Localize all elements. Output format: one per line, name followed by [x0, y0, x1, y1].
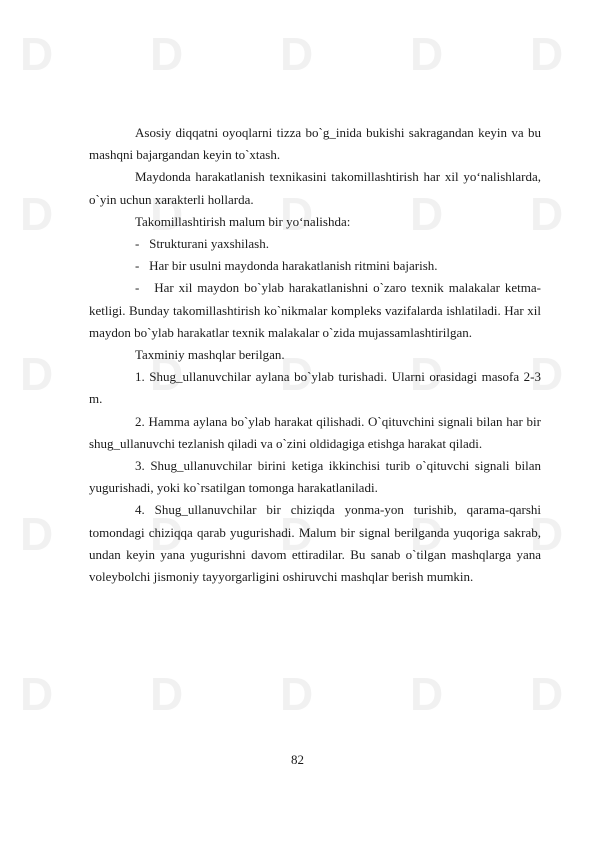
svg-text:D: D: [280, 668, 314, 720]
svg-text:D: D: [410, 508, 444, 560]
bullet-item: [89, 233, 541, 255]
svg-text:D: D: [530, 668, 564, 720]
exercise-item: 2. Hamma aylana bo`ylab harakat qilishadi. O`qituvchini signali bilan har bir shug_ullanuvchi tezlanish qiladi va o`zini oldidagiga etishga harakat qiladi.: [89, 413, 541, 451]
svg-text:D: D: [20, 188, 54, 240]
exercises-intro: Taxminiy mashqlar berilgan.: [135, 347, 285, 363]
svg-text:D: D: [150, 508, 184, 560]
svg-text:D: D: [280, 508, 314, 560]
svg-text:D: D: [150, 668, 184, 720]
svg-text:D: D: [20, 348, 54, 400]
bullet-item: [89, 277, 541, 344]
svg-text:D: D: [20, 508, 54, 560]
svg-text:D: D: [410, 668, 444, 720]
svg-text:D: D: [410, 348, 444, 400]
svg-text:D: D: [150, 348, 184, 400]
bullet-text: Har xil maydon bo`ylab harakatlanishni o`zaro texnik malakalar ketma- ketligi. Bunday takomillashtirish ko`nikmalar kompleks vazifalarda ishlatiladi. Har xil maydon bo`ylab harakatlar texnik malakalar o`zida mujassamlashtirilgan.: [89, 280, 542, 340]
bullet-item: [89, 255, 541, 277]
bullet-text: Strukturani yaxshilash.: [149, 236, 269, 252]
bullet-marker: -: [135, 258, 140, 274]
paragraph: Asosiy diqqatni oyoqlarni tizza bo`g_inida bukishi sakragandan keyin va bu mashqni bajargandan keyin to`xtash.: [89, 125, 541, 163]
svg-text:D: D: [150, 28, 184, 80]
svg-text:D: D: [410, 188, 444, 240]
svg-text:D: D: [530, 348, 564, 400]
svg-text:D: D: [530, 28, 564, 80]
svg-text:D: D: [150, 188, 184, 240]
exercise-item: 4. Shug_ullanuvchilar bir chiziqda yonma-yon turishib, qarama-qarshi tomondagi chiziqqa qarab yugurishadi. Malum bir signal berilganda yuqoriga sakrab, undan keyin yana yugurishni davom ettiradilar. Bu sanab o`tilgan mashqlarga yana voleybolchi jismoniy tayyorgarligini oshiruvchi mashqlar berish mumkin.: [89, 502, 541, 585]
svg-text:D: D: [530, 188, 564, 240]
bullet-text: Har bir usulni maydonda harakatlanish ritmini bajarish.: [149, 258, 438, 274]
bullet-marker: -: [135, 280, 140, 296]
svg-text:D: D: [280, 28, 314, 80]
svg-text:D: D: [20, 668, 54, 720]
exercise-item: 3. Shug_ullanuvchilar birini ketiga ikkinchisi turib o`qituvchi signali bilan yugurishadi, yoki ko`rsatilgan tomonga harakatlaniladi.: [89, 458, 541, 496]
exercise-item: 1. Shug_ullanuvchilar aylana bo`ylab turishadi. Ularni orasidagi masofa 2-3 m.: [89, 369, 541, 407]
document-body: [89, 122, 541, 588]
svg-text:D: D: [280, 348, 314, 400]
bullet-marker: -: [135, 236, 140, 252]
svg-text:D: D: [530, 508, 564, 560]
svg-text:D: D: [280, 188, 314, 240]
paragraph: Maydonda harakatlanish texnikasini takomillashtirish har xil yo‘nalishlarda, o`yin uchun xarakterli hollarda.: [89, 169, 541, 207]
svg-text:D: D: [410, 28, 444, 80]
svg-text:D: D: [20, 28, 54, 80]
paragraph: Takomillashtirish malum bir yo‘nalishda:: [135, 213, 351, 229]
page-number: 82: [291, 752, 304, 767]
